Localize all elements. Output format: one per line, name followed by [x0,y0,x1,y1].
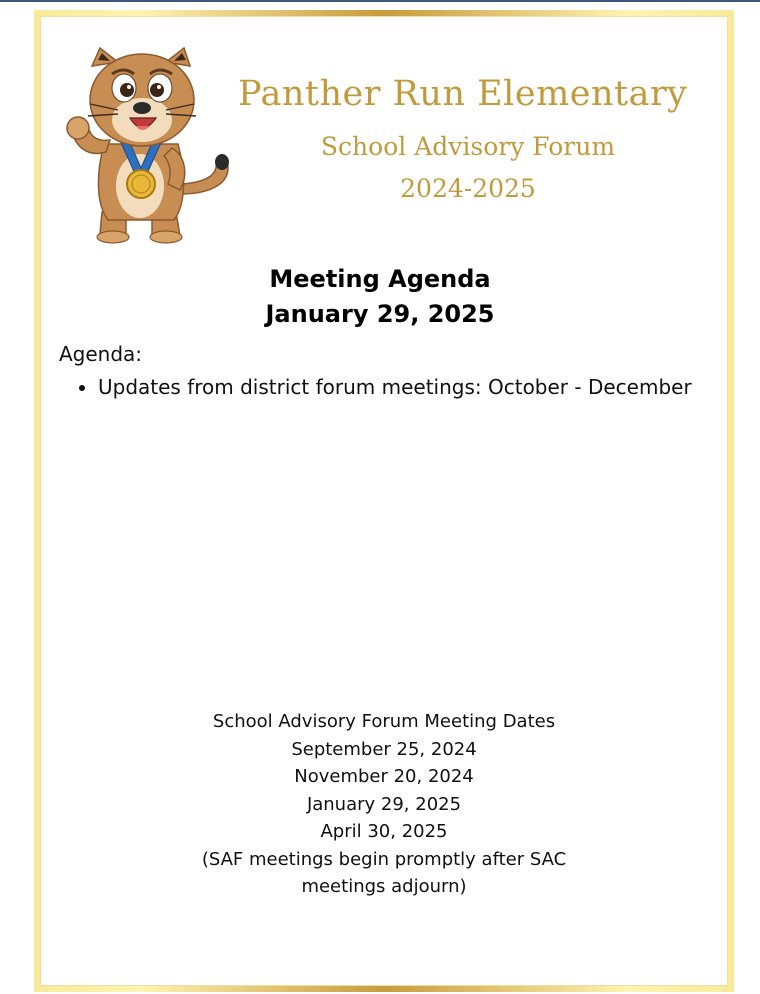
meeting-dates-section [140,708,628,901]
agenda-title: Meeting Agenda [269,265,491,293]
meeting-note: meetings adjourn) [301,876,467,897]
forum-name: School Advisory Forum [320,132,616,161]
meeting-date: September 25, 2024 [291,738,477,760]
meeting-dates-heading: School Advisory Forum Meeting Dates [212,711,556,732]
meeting-date: April 30, 2025 [320,821,448,842]
agenda-date: January 29, 2025 [265,300,495,328]
agenda-label: Agenda: [59,342,143,366]
school-year: 2024-2025 [400,174,536,203]
school-name: Panther Run Elementary [238,74,688,114]
meeting-date: January 29, 2025 [306,793,462,815]
meeting-note: (SAF meetings begin promptly after SAC [201,848,567,870]
agenda-item: • Updates from district forum meetings: October - December [98,372,708,403]
top-rule [0,0,760,2]
agenda-list [59,372,708,403]
meeting-date: November 20, 2024 [294,766,474,787]
panther-mascot-icon [60,44,236,244]
agenda-heading [60,262,700,332]
